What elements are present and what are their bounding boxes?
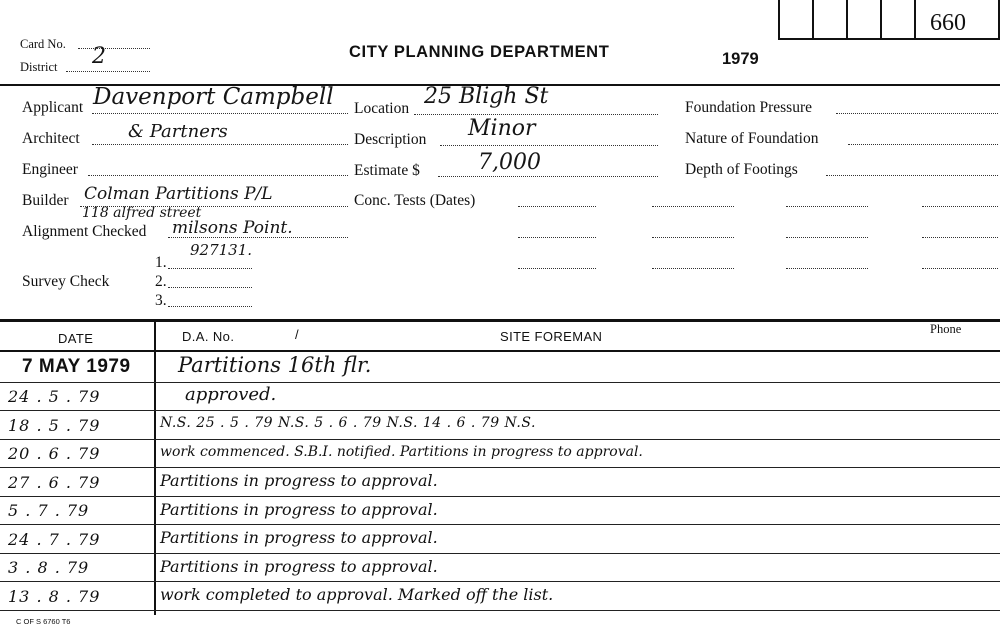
table-row-date: 18 . 5 . 79 (8, 416, 101, 435)
da-column-header: D.A. No. (182, 329, 235, 344)
survey-2-line (168, 287, 252, 288)
district-line (66, 71, 150, 72)
table-row-text: work completed to approval. Marked off the list. (160, 585, 554, 604)
applicant-line (92, 113, 348, 114)
location-label: Location (354, 100, 410, 117)
survey-label: Survey Check (22, 273, 110, 290)
conc-tests-label: Conc. Tests (Dates) (354, 192, 476, 209)
date-column-header: DATE (58, 331, 94, 346)
card-no-line (78, 48, 150, 49)
foundation-pressure-label: Foundation Pressure (685, 99, 813, 116)
table-row-date: 24 . 5 . 79 (8, 387, 101, 406)
conc-line (652, 206, 734, 207)
estimate-label: Estimate $ (354, 162, 420, 179)
nature-foundation-label: Nature of Foundation (685, 130, 819, 147)
conc-line (518, 268, 596, 269)
row-line (0, 439, 1000, 440)
table-row-date: 5 . 7 . 79 (8, 501, 90, 520)
district-value: 2 (92, 44, 106, 69)
row-line (0, 467, 1000, 468)
description-label: Description (354, 131, 427, 148)
site-foreman-header: SITE FOREMAN (500, 329, 603, 344)
box-divider (812, 0, 814, 40)
alignment-label: Alignment Checked (22, 223, 147, 240)
architect-label: Architect (22, 130, 80, 147)
row-line (0, 524, 1000, 525)
table-row-text: N.S. 25 . 5 . 79 N.S. 5 . 6 . 79 N.S. 14 . 6 . 79 N.S. (160, 415, 536, 431)
location-line (414, 114, 658, 115)
conc-line (786, 206, 868, 207)
table-row-text: Partitions in progress to approval. (160, 557, 438, 576)
description-value: Minor (468, 116, 536, 141)
table-row-text: approved. (185, 384, 277, 405)
form-code: C OF S 6760 T6 (16, 617, 71, 626)
card-number: 660 (930, 10, 966, 36)
nature-foundation-line (848, 144, 998, 145)
district-label: District (20, 60, 58, 74)
da-slash: / (295, 327, 300, 342)
table-row-date: 20 . 6 . 79 (8, 444, 101, 463)
table-row-text: Partitions in progress to approval. (160, 471, 438, 490)
alignment-value: milsons Point. (172, 218, 293, 238)
row-line (0, 581, 1000, 582)
conc-line (786, 237, 868, 238)
table-row-date: 13 . 8 . 79 (8, 587, 101, 606)
description-line (440, 145, 658, 146)
conc-line (922, 268, 998, 269)
card-no-label: Card No. (20, 37, 66, 51)
survey-1-number: 1. (155, 254, 167, 271)
table-row-text: Partitions in progress to approval. (160, 500, 438, 519)
table-header-rule (0, 350, 1000, 352)
box-divider (914, 0, 916, 40)
applicant-label: Applicant (22, 99, 84, 116)
table-row-date: 3 . 8 . 79 (8, 558, 90, 577)
phone-header: Phone (930, 322, 962, 336)
row-line (0, 496, 1000, 497)
depth-footings-line (826, 175, 998, 176)
box-divider (846, 0, 848, 40)
location-value: 25 Bligh St (424, 84, 549, 109)
engineer-label: Engineer (22, 161, 78, 178)
page-title: CITY PLANNING DEPARTMENT (349, 43, 610, 61)
conc-line (922, 206, 998, 207)
conc-line (652, 268, 734, 269)
table-row-date: 24 . 7 . 79 (8, 530, 101, 549)
estimate-value: 7,000 (478, 150, 541, 175)
survey-3-line (168, 306, 252, 307)
survey-1-line (168, 268, 252, 269)
architect-value: & Partners (128, 121, 228, 142)
table-row-date: 27 . 6 . 79 (8, 473, 101, 492)
builder-phone: 927131. (190, 241, 253, 259)
row-line (0, 410, 1000, 411)
stamp-date: 7 MAY 1979 (22, 356, 131, 377)
table-row-text: work commenced. S.B.I. notified. Partitions in progress to approval. (160, 444, 643, 460)
applicant-value: Davenport Campbell (93, 84, 334, 110)
table-row-text: Partitions in progress to approval. (160, 528, 438, 547)
architect-line (92, 144, 348, 145)
stamp-entry-text: Partitions 16th flr. (178, 353, 372, 377)
conc-line (922, 237, 998, 238)
table-top-rule (0, 319, 1000, 322)
builder-address: 118 alfred street (82, 205, 202, 221)
row-line (0, 382, 1000, 383)
year: 1979 (722, 50, 759, 68)
builder-label: Builder (22, 192, 69, 209)
survey-2-number: 2. (155, 273, 167, 290)
engineer-line (88, 175, 348, 176)
foundation-pressure-line (836, 113, 998, 114)
row-line (0, 610, 1000, 611)
conc-line (518, 237, 596, 238)
depth-footings-label: Depth of Footings (685, 161, 798, 178)
estimate-line (438, 176, 658, 177)
box-divider (880, 0, 882, 40)
conc-line (652, 237, 734, 238)
conc-line (518, 206, 596, 207)
builder-value: Colman Partitions P/L (84, 184, 273, 204)
conc-line (786, 268, 868, 269)
survey-3-number: 3. (155, 292, 167, 309)
row-line (0, 553, 1000, 554)
